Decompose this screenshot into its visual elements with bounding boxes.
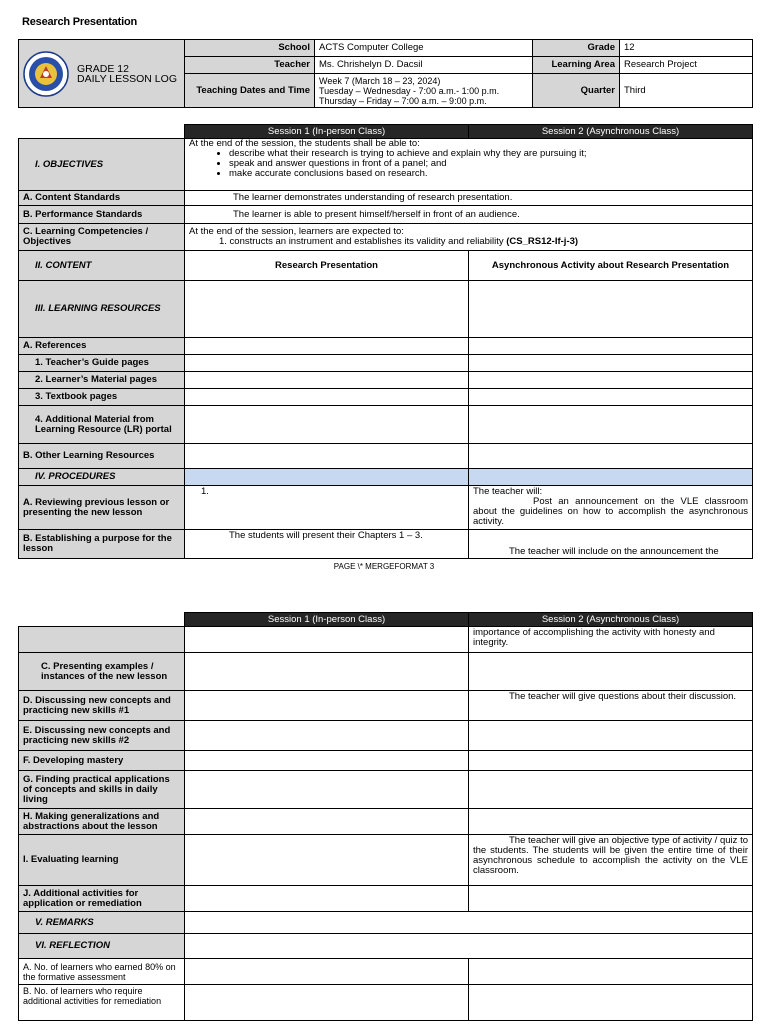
cell xyxy=(185,469,469,486)
content-session-1: Research Presentation xyxy=(185,251,469,281)
cell xyxy=(185,934,753,959)
reflection-label: VI. REFLECTION xyxy=(19,934,185,959)
competencies-label: C. Learning Competencies / Objectives xyxy=(19,224,185,251)
cell xyxy=(469,389,753,406)
grade-line-2: DAILY LESSON LOG xyxy=(77,72,177,85)
cell xyxy=(469,809,753,835)
teacher-value: Ms. Chrishelyn D. Dacsil xyxy=(315,57,533,74)
school-label: School xyxy=(185,40,315,57)
lesson-table-page-1 xyxy=(18,124,753,559)
grade-value: 12 xyxy=(620,40,753,57)
cell xyxy=(469,444,753,469)
session-2-header: Session 2 (Asynchronous Class) xyxy=(469,125,753,139)
textbook-pages-label: 3. Textbook pages xyxy=(19,389,185,406)
developing-mastery-label: F. Developing mastery xyxy=(19,751,185,771)
continued-s2: importance of accomplishing the activity with honesty and integrity. xyxy=(469,627,753,653)
cell xyxy=(469,372,753,389)
cell xyxy=(19,627,185,653)
cell xyxy=(469,653,753,691)
document-title: Research Presentation xyxy=(22,16,138,28)
references-label: A. References xyxy=(19,338,185,355)
quarter-value: Third xyxy=(620,74,753,108)
cell xyxy=(185,389,469,406)
remarks-label: V. REMARKS xyxy=(19,912,185,934)
cell xyxy=(469,751,753,771)
dates-label: Teaching Dates and Time xyxy=(185,74,315,108)
cell xyxy=(469,771,753,809)
content-standards-value: The learner demonstrates understanding of research presentation. xyxy=(185,191,753,206)
cell xyxy=(185,771,469,809)
additional-activities-label: J. Additional activities for application or remediation xyxy=(19,886,185,912)
reviewing-lesson-label: A. Reviewing previous lesson or presenting the new lesson xyxy=(19,486,185,530)
cell xyxy=(185,985,469,1021)
objectives-label: I. OBJECTIVES xyxy=(19,139,185,191)
learning-resources-s1 xyxy=(185,281,469,338)
content-session-2: Asynchronous Activity about Research Presentation xyxy=(469,251,753,281)
cell xyxy=(185,835,469,886)
objective-item: • speak and answer questions in front of a panel; and xyxy=(229,159,748,169)
procedures-label: IV. PROCEDURES xyxy=(19,469,185,486)
reviewing-lesson-s1: 1. xyxy=(185,486,469,530)
teachers-guide-label: 1. Teacher’s Guide pages xyxy=(19,355,185,372)
content-standards-label: A. Content Standards xyxy=(19,191,185,206)
objectives-intro: At the end of the session, the students shall be able to: xyxy=(189,138,420,149)
objective-item: • describe what their research is trying to achieve and explain why they are pursuing it; xyxy=(229,149,748,159)
session-1-header: Session 1 (In-person Class) xyxy=(185,125,469,139)
establishing-purpose-label: B. Establishing a purpose for the lesson xyxy=(19,530,185,559)
evaluating-learning-s2: The teacher will give an objective type of activity / quiz to the students. The students will be given the entire time of their asynchronous schedule to accomplish the activity on the VLE classroom. xyxy=(469,835,753,886)
school-value: ACTS Computer College xyxy=(315,40,533,57)
content-label: II. CONTENT xyxy=(19,251,185,281)
performance-standards-value: The learner is able to present himself/herself in front of an audience. xyxy=(185,206,753,224)
cell xyxy=(469,406,753,444)
session-1-header: Session 1 (In-person Class) xyxy=(185,613,469,627)
logo-cell xyxy=(19,40,185,108)
cell xyxy=(185,338,469,355)
objectives-content xyxy=(185,139,753,191)
dates-value xyxy=(315,74,533,108)
objective-item: • make accurate conclusions based on research. xyxy=(229,169,748,179)
reviewing-lesson-s2 xyxy=(469,486,753,530)
other-resources-label: B. Other Learning Resources xyxy=(19,444,185,469)
session-2-header: Session 2 (Asynchronous Class) xyxy=(469,613,753,627)
establishing-purpose-s2: The teacher will include on the announcement the xyxy=(469,530,753,559)
cell xyxy=(469,469,753,486)
additional-material-label: 4. Additional Material from Learning Resource (LR) portal xyxy=(19,406,185,444)
cell xyxy=(185,809,469,835)
learning-resources-s2 xyxy=(469,281,753,338)
dates-line-2: Tuesday – Wednesday - 7:00 a.m.- 1:00 p.m. xyxy=(319,85,500,96)
practical-applications-label: G. Finding practical applications of concepts and skills in daily living xyxy=(19,771,185,809)
header-table xyxy=(18,39,753,108)
learning-area-value: Research Project xyxy=(620,57,753,74)
competencies-content xyxy=(185,224,753,251)
discussing-2-label: E. Discussing new concepts and practicing new skills #2 xyxy=(19,721,185,751)
learners-material-label: 2. Learner’s Material pages xyxy=(19,372,185,389)
reviewing-s2-line-1: The teacher will: xyxy=(473,486,543,497)
reflection-b-label: B. No. of learners who require additional activities for remediation xyxy=(19,985,185,1021)
competency-item: 1. constructs an instrument and establishes its validity and reliability xyxy=(219,236,504,247)
establishing-purpose-s1: The students will present their Chapters 1 – 3. xyxy=(185,530,469,559)
teacher-label: Teacher xyxy=(185,57,315,74)
competency-code: (CS_RS12-If-j-3) xyxy=(506,236,579,247)
reviewing-s2-line-2: Post an announcement on the VLE classroom about the guidelines on how to accomplish the asynchronous activity. xyxy=(473,496,748,527)
cell xyxy=(185,691,469,721)
cell xyxy=(185,721,469,751)
dates-line-1: Week 7 (March 18 – 23, 2024) xyxy=(319,75,441,86)
cell xyxy=(185,653,469,691)
cell xyxy=(185,959,469,985)
grade-line-1: GRADE 12 xyxy=(77,62,129,75)
learning-area-label: Learning Area xyxy=(533,57,620,74)
cell xyxy=(469,338,753,355)
dates-line-3: Thursday – Friday – 7:00 a.m. – 9:00 p.m. xyxy=(319,95,487,106)
cell xyxy=(185,886,469,912)
reflection-a-label: A. No. of learners who earned 80% on the formative assessment xyxy=(19,959,185,985)
cell xyxy=(469,721,753,751)
lesson-table-page-2 xyxy=(18,612,753,1021)
cell xyxy=(469,959,753,985)
deped-seal-icon xyxy=(23,51,69,97)
cell xyxy=(469,886,753,912)
cell xyxy=(185,627,469,653)
grade-label: Grade xyxy=(533,40,620,57)
competencies-intro: At the end of the session, learners are expected to: xyxy=(189,226,404,237)
quarter-label: Quarter xyxy=(533,74,620,108)
performance-standards-label: B. Performance Standards xyxy=(19,206,185,224)
cell xyxy=(469,985,753,1021)
cell xyxy=(185,406,469,444)
cell xyxy=(185,444,469,469)
cell xyxy=(185,355,469,372)
cell xyxy=(185,912,753,934)
evaluating-learning-label: I. Evaluating learning xyxy=(19,835,185,886)
discussing-1-label: D. Discussing new concepts and practicing new skills #1 xyxy=(19,691,185,721)
cell xyxy=(469,355,753,372)
presenting-examples-label: C. Presenting examples / instances of the new lesson xyxy=(19,653,185,691)
cell xyxy=(185,751,469,771)
page-footer: PAGE \* MERGEFORMAT 3 xyxy=(333,562,435,571)
generalizations-label: H. Making generalizations and abstractions about the lesson xyxy=(19,809,185,835)
learning-resources-label: III. LEARNING RESOURCES xyxy=(19,281,185,338)
cell xyxy=(185,372,469,389)
discussing-1-s2: The teacher will give questions about their discussion. xyxy=(469,691,753,721)
